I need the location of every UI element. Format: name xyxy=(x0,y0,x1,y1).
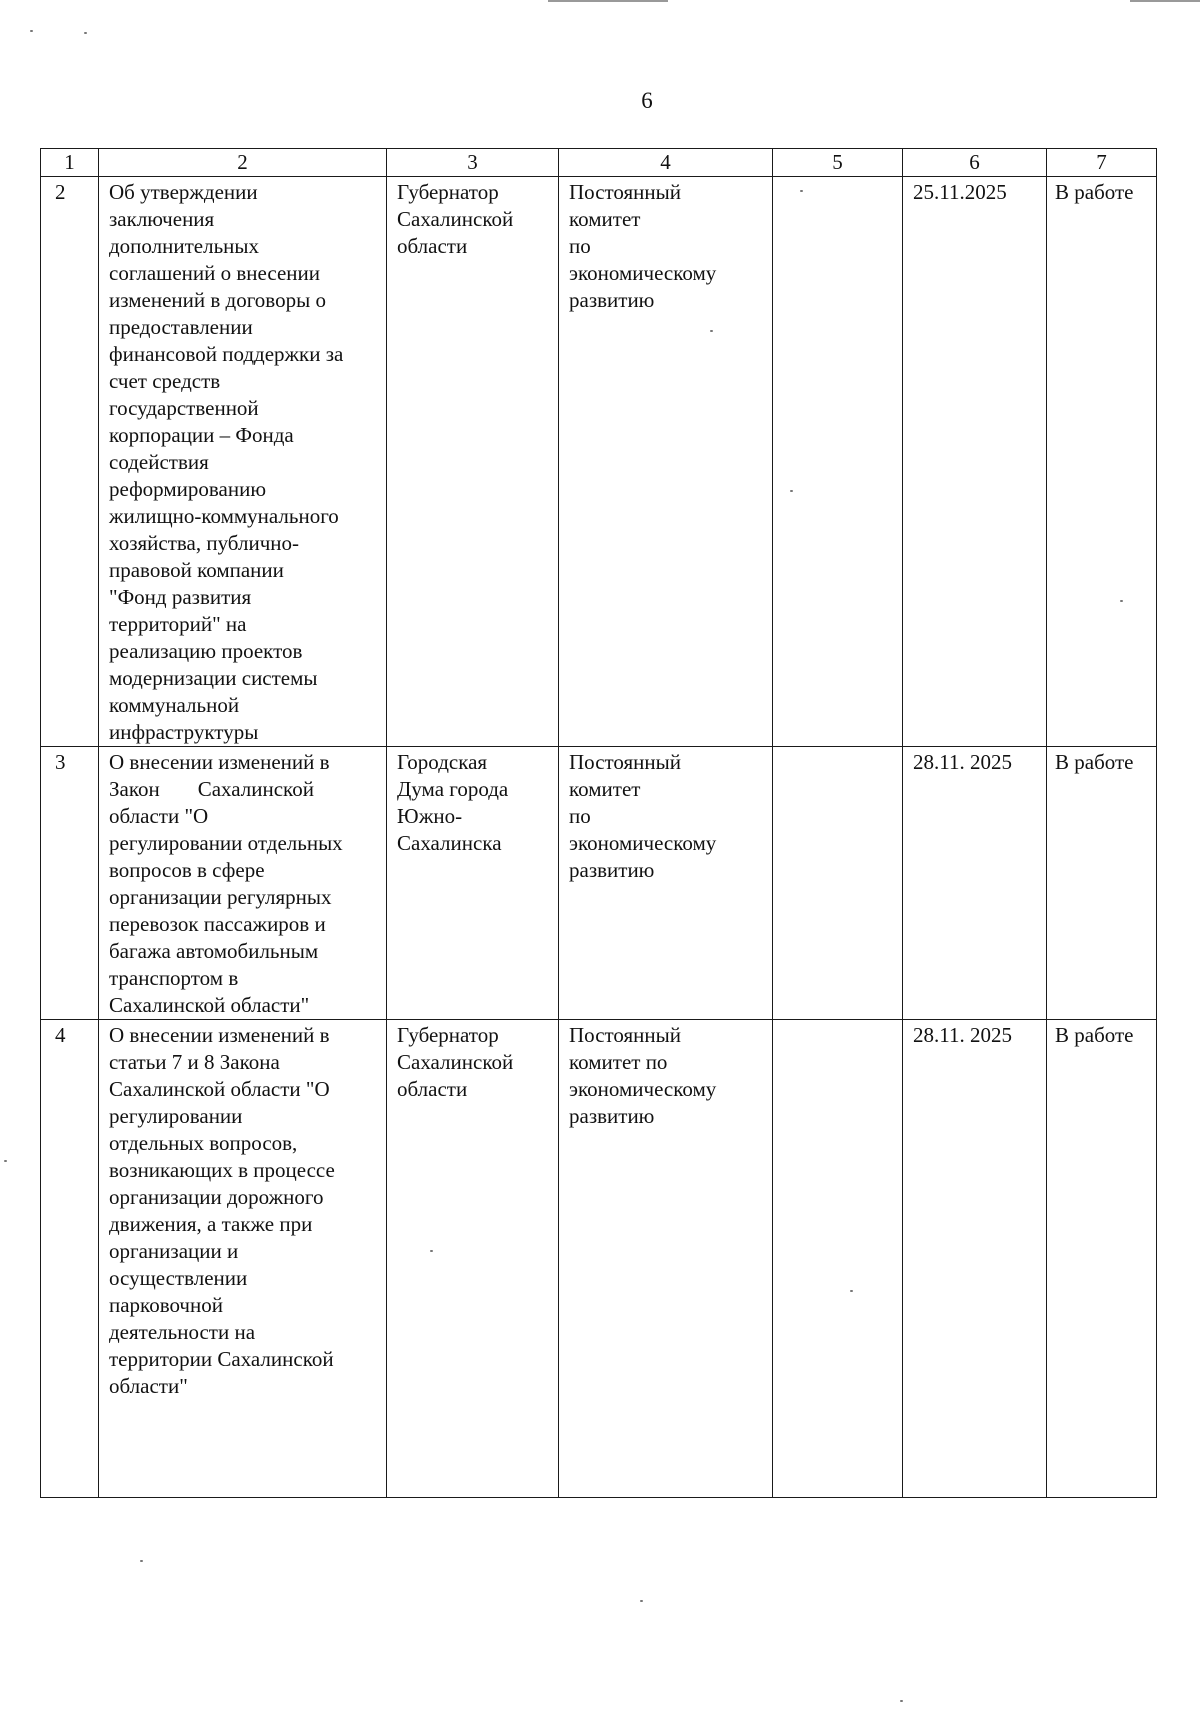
title-line: Сахалинской области "О xyxy=(109,1077,330,1101)
committee-line: экономическому xyxy=(569,1077,717,1101)
initiator-line: Дума города xyxy=(397,777,509,801)
title-line: территории Сахалинской xyxy=(109,1347,334,1371)
committee-line: развитию xyxy=(569,288,655,312)
registry-table xyxy=(40,148,1157,1498)
initiator-line: Городская xyxy=(397,750,488,774)
title-line: осуществлении xyxy=(109,1266,248,1290)
title-line: инфраструктуры xyxy=(109,720,259,744)
scan-speck xyxy=(640,1600,643,1602)
title-line: хозяйства, публично- xyxy=(109,531,299,555)
title-line: "Фонд развития xyxy=(109,585,252,609)
document-title xyxy=(99,747,387,1020)
table-row xyxy=(41,177,1157,747)
scan-speck xyxy=(1120,600,1123,602)
committee-line: по xyxy=(569,804,591,828)
date-cell: 28.11. 2025 xyxy=(903,1020,1047,1498)
row-number: 3 xyxy=(41,747,99,1020)
committee-line: развитию xyxy=(569,1104,655,1128)
title-line: реализацию проектов xyxy=(109,639,303,663)
header-col-4: 4 xyxy=(559,149,773,177)
title-line: корпорации – Фонда xyxy=(109,423,294,447)
header-col-5: 5 xyxy=(773,149,903,177)
responsible-committee xyxy=(559,1020,773,1498)
scan-speck xyxy=(140,1560,143,1562)
header-col-2: 2 xyxy=(99,149,387,177)
title-line: счет средств xyxy=(109,369,221,393)
title-line: жилищно-коммунального xyxy=(109,504,339,528)
title-line: движения, а также при xyxy=(109,1212,313,1236)
title-line: содействия xyxy=(109,450,209,474)
column-5-cell xyxy=(773,177,903,747)
responsible-committee xyxy=(559,177,773,747)
date-cell: 28.11. 2025 xyxy=(903,747,1047,1020)
title-line: коммунальной xyxy=(109,693,240,717)
title-line: организации и xyxy=(109,1239,239,1263)
initiator xyxy=(387,177,559,747)
title-line: организации регулярных xyxy=(109,885,332,909)
committee-line: комитет по xyxy=(569,1050,668,1074)
scan-speck xyxy=(790,490,793,492)
committee-line: комитет xyxy=(569,207,641,231)
committee-line: Постоянный xyxy=(569,750,681,774)
title-line xyxy=(109,776,378,803)
initiator-line: Южно- xyxy=(397,804,463,828)
title-line: организации дорожного xyxy=(109,1185,324,1209)
committee-line: экономическому xyxy=(569,831,717,855)
title-line: финансовой поддержки за xyxy=(109,342,344,366)
scan-speck xyxy=(800,190,803,192)
scan-speck xyxy=(900,1700,903,1702)
title-line: Об утверждении xyxy=(109,180,258,204)
title-line: заключения xyxy=(109,207,215,231)
status-cell: В работе xyxy=(1047,1020,1157,1498)
initiator-line: Губернатор xyxy=(397,180,499,204)
initiator-line: области xyxy=(397,1077,468,1101)
title-line: О внесении изменений в xyxy=(109,1023,330,1047)
title-line: деятельности на xyxy=(109,1320,256,1344)
committee-line: Постоянный xyxy=(569,1023,681,1047)
initiator xyxy=(387,1020,559,1498)
title-line: предоставлении xyxy=(109,315,253,339)
scan-speck xyxy=(430,1250,433,1252)
initiator-line: Губернатор xyxy=(397,1023,499,1047)
title-line: изменений в договоры о xyxy=(109,288,326,312)
title-line: вопросов в сфере xyxy=(109,858,265,882)
title-line: отдельных вопросов, xyxy=(109,1131,298,1155)
status-cell: В работе xyxy=(1047,177,1157,747)
title-word: Сахалинской xyxy=(197,777,314,801)
column-5-cell xyxy=(773,747,903,1020)
initiator-line: Сахалинска xyxy=(397,831,502,855)
row-number: 4 xyxy=(41,1020,99,1498)
initiator-line: Сахалинской xyxy=(397,207,514,231)
title-word: Закон xyxy=(109,777,160,801)
title-line: перевозок пассажиров и xyxy=(109,912,326,936)
scan-speck xyxy=(4,1160,7,1162)
row-number: 2 xyxy=(41,177,99,747)
title-line: области "О xyxy=(109,804,209,828)
title-line: статьи 7 и 8 Закона xyxy=(109,1050,280,1074)
header-col-6: 6 xyxy=(903,149,1047,177)
scan-speck xyxy=(710,330,713,332)
title-line: регулировании xyxy=(109,1104,243,1128)
page-number: 6 xyxy=(641,88,653,113)
title-line: правовой компании xyxy=(109,558,284,582)
title-line: парковочной xyxy=(109,1293,223,1317)
scan-speck xyxy=(84,32,87,34)
header-col-1: 1 xyxy=(41,149,99,177)
initiator-line: области xyxy=(397,234,468,258)
document-title xyxy=(99,1020,387,1498)
title-line: регулировании отдельных xyxy=(109,831,343,855)
title-line: О внесении изменений в xyxy=(109,750,330,774)
title-line: дополнительных xyxy=(109,234,260,258)
responsible-committee xyxy=(559,747,773,1020)
header-col-7: 7 xyxy=(1047,149,1157,177)
title-line: модернизации системы xyxy=(109,666,318,690)
scan-artifact xyxy=(548,0,668,2)
committee-line: Постоянный xyxy=(569,180,681,204)
committee-line: по xyxy=(569,234,591,258)
table-row xyxy=(41,1020,1157,1498)
committee-line: развитию xyxy=(569,858,655,882)
title-line: соглашений о внесении xyxy=(109,261,320,285)
scan-speck xyxy=(850,1290,853,1292)
column-5-cell xyxy=(773,1020,903,1498)
title-line: области" xyxy=(109,1374,188,1398)
title-line: территорий" на xyxy=(109,612,247,636)
initiator-line: Сахалинской xyxy=(397,1050,514,1074)
title-line: реформированию xyxy=(109,477,267,501)
scan-artifact xyxy=(1130,0,1200,2)
initiator xyxy=(387,747,559,1020)
title-line: государственной xyxy=(109,396,259,420)
scan-speck xyxy=(30,30,33,32)
document-title xyxy=(99,177,387,747)
status-cell: В работе xyxy=(1047,747,1157,1020)
committee-line: комитет xyxy=(569,777,641,801)
header-row xyxy=(41,149,1157,177)
title-line: транспортом в xyxy=(109,966,239,990)
title-line: багажа автомобильным xyxy=(109,939,319,963)
committee-line: экономическому xyxy=(569,261,717,285)
header-col-3: 3 xyxy=(387,149,559,177)
title-line: Сахалинской области" xyxy=(109,993,310,1017)
date-cell: 25.11.2025 xyxy=(903,177,1047,747)
table-row xyxy=(41,747,1157,1020)
title-line: возникающих в процессе xyxy=(109,1158,335,1182)
